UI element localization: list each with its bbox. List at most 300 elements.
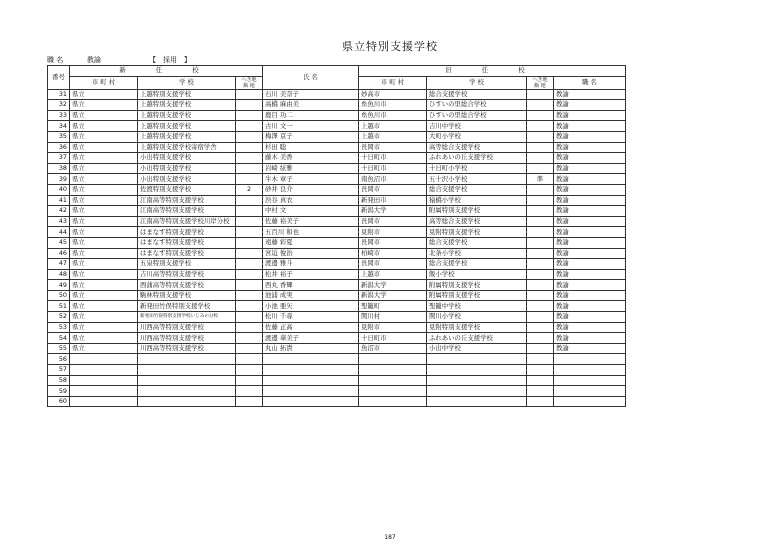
old-school: ひすいの里総合学校 [427,100,527,111]
row-number: 55 [48,343,70,354]
old-school [427,375,527,386]
new-city: 県立 [70,322,138,333]
old-school: 附属特別支援学校 [427,206,527,217]
meta-line [47,55,191,65]
old-city: 長岡市 [359,184,427,195]
old-remote-grade [527,396,554,407]
old-remote-grade [527,142,554,153]
person-name: 古川 文一 [263,121,359,132]
person-name: 佐藤 正高 [263,322,359,333]
person-name [263,375,359,386]
header-job-title: 職 名 [554,76,626,89]
table-row [48,89,626,100]
table-header [48,66,626,90]
new-city: 県立 [70,301,138,312]
table-row [48,259,626,270]
table-row [48,280,626,291]
job-title: 教諭 [554,237,626,248]
new-city: 県立 [70,100,138,111]
new-school: 上越特別支援学校 [138,121,236,132]
meta-position: 教諭 [87,56,101,64]
new-remote-grade [236,396,263,407]
page-title: 県立特別支援学校 [342,40,438,53]
old-city: 新潟大学 [359,290,427,301]
table-body [48,89,626,407]
old-remote-grade [527,333,554,344]
person-name [263,354,359,365]
new-remote-grade [236,163,263,174]
person-name: 小池 亜矢 [263,301,359,312]
job-title: 教諭 [554,184,626,195]
new-remote-grade [236,375,263,386]
new-remote-grade [236,280,263,291]
new-city: 県立 [70,248,138,259]
header-old-remote: へき地 級 地 [527,76,554,89]
new-school [138,375,236,386]
old-remote-grade [527,290,554,301]
header-number: 番号 [48,66,70,90]
row-number: 34 [48,121,70,132]
new-school: 駒林特別支援学校 [138,290,236,301]
person-name: 宮迫 俊治 [263,248,359,259]
row-number: 44 [48,227,70,238]
old-school: 関川小学校 [427,312,527,323]
person-name: 岩崎 絃雅 [263,163,359,174]
old-city: 長岡市 [359,216,427,227]
old-remote-grade [527,386,554,397]
job-title [554,386,626,397]
person-name: 遠藤 彩夏 [263,237,359,248]
meta-status: 【 採用 】 [149,56,191,64]
new-school: 五泉特別支援学校 [138,259,236,270]
new-city: 県立 [70,89,138,100]
job-title: 教諭 [554,259,626,270]
table-row [48,312,626,323]
old-city: 見附市 [359,322,427,333]
row-number: 48 [48,269,70,280]
old-remote-grade [527,121,554,132]
new-city: 県立 [70,131,138,142]
new-city: 県立 [70,163,138,174]
new-city: 県立 [70,174,138,185]
new-school: 川西高等特別支援学校 [138,322,236,333]
new-city [70,365,138,376]
new-remote-grade [236,343,263,354]
new-city: 県立 [70,259,138,270]
old-remote-grade [527,375,554,386]
old-school: 見附特別支援学校 [427,322,527,333]
old-city: 上越市 [359,269,427,280]
row-number: 45 [48,237,70,248]
header-new-city: 市 町 村 [70,76,138,89]
new-city [70,354,138,365]
new-school: 江南高等特別支援学校 [138,206,236,217]
new-remote-grade [236,121,263,132]
new-remote-grade [236,248,263,259]
new-school: 上越特別支援学校 [138,100,236,111]
new-city: 県立 [70,206,138,217]
row-number: 38 [48,163,70,174]
new-school: 新発田竹俣特別支援学校いじみの分校 [138,312,236,323]
new-school: 上越特別支援学校 [138,89,236,100]
new-city: 県立 [70,333,138,344]
new-remote-grade: 2 [236,184,263,195]
header-name: 氏 名 [263,66,359,90]
job-title: 教諭 [554,216,626,227]
old-city: 糸魚川市 [359,110,427,121]
table-row [48,237,626,248]
new-remote-grade [236,110,263,121]
old-remote-grade [527,89,554,100]
old-remote-grade [527,280,554,291]
person-name: 渡邊 雅斗 [263,259,359,270]
old-city: 新潟大学 [359,206,427,217]
new-remote-grade [236,206,263,217]
old-city: 十日町市 [359,153,427,164]
new-city: 県立 [70,110,138,121]
old-school: 総合支援学校 [427,184,527,195]
old-remote-grade [527,131,554,142]
new-remote-grade [236,174,263,185]
meta-label: 職 名 [47,56,64,64]
new-school: 江南高等特別支援学校 [138,195,236,206]
job-title: 教諭 [554,290,626,301]
person-name: 牛木 章子 [263,174,359,185]
job-title: 教諭 [554,301,626,312]
new-remote-grade [236,269,263,280]
new-remote-grade [236,312,263,323]
new-city: 県立 [70,343,138,354]
new-city: 県立 [70,184,138,195]
new-school: はまなす特別支援学校 [138,248,236,259]
new-city [70,386,138,397]
job-title: 教諭 [554,100,626,111]
old-school: ふれあいの丘支援学校 [427,153,527,164]
new-city: 県立 [70,227,138,238]
old-school: 小出中学校 [427,343,527,354]
new-school: 佐渡特別支援学校 [138,184,236,195]
old-city: 新発田市 [359,195,427,206]
person-name [263,396,359,407]
old-remote-grade [527,153,554,164]
job-title: 教諭 [554,121,626,132]
new-city: 県立 [70,142,138,153]
old-remote-grade [527,163,554,174]
new-city: 県立 [70,237,138,248]
row-number: 60 [48,396,70,407]
new-school: 川西高等特別支援学校 [138,333,236,344]
old-remote-grade [527,301,554,312]
old-school: 北条小学校 [427,248,527,259]
person-name: 佐藤 裕美子 [263,216,359,227]
table-row [48,121,626,132]
old-city: 見附市 [359,227,427,238]
table-row [48,216,626,227]
old-school: 五十沢小学校 [427,174,527,185]
row-number: 53 [48,322,70,333]
new-school [138,386,236,397]
person-name: 池浦 成実 [263,290,359,301]
personnel-table [47,65,626,407]
old-city: 柏崎市 [359,248,427,259]
old-remote-grade [527,206,554,217]
old-remote-grade: 準 [527,174,554,185]
job-title: 教諭 [554,142,626,153]
old-school: ひすいの里総合学校 [427,110,527,121]
old-city: 十日町市 [359,163,427,174]
old-remote-grade [527,354,554,365]
old-school [427,354,527,365]
new-remote-grade [236,237,263,248]
new-remote-grade [236,227,263,238]
old-remote-grade [527,259,554,270]
row-number: 33 [48,110,70,121]
new-city: 県立 [70,195,138,206]
new-school: 吉川高等特別支援学校 [138,269,236,280]
old-remote-grade [527,216,554,227]
new-school: はまなす特別支援学校 [138,237,236,248]
job-title: 教諭 [554,110,626,121]
old-city: 上越市 [359,131,427,142]
job-title: 教諭 [554,163,626,174]
old-school [427,365,527,376]
table-row [48,206,626,217]
job-title: 教諭 [554,153,626,164]
table-row [48,386,626,397]
new-school: 小出特別支援学校 [138,163,236,174]
new-city: 県立 [70,153,138,164]
old-school: 聖籠中学校 [427,301,527,312]
old-school: 飯小学校 [427,269,527,280]
table-row [48,375,626,386]
old-school: 総合支援学校 [427,89,527,100]
old-city [359,386,427,397]
old-remote-grade [527,195,554,206]
new-remote-grade [236,333,263,344]
person-name: 西丸 香輝 [263,280,359,291]
new-school: 上越特別支援学校寄宿学舎 [138,142,236,153]
table-row [48,163,626,174]
old-school: 見附特別支援学校 [427,227,527,238]
person-name: 松井 裕子 [263,269,359,280]
new-city: 県立 [70,280,138,291]
new-city: 県立 [70,269,138,280]
old-school [427,396,527,407]
row-number: 50 [48,290,70,301]
old-city [359,375,427,386]
row-number: 56 [48,354,70,365]
new-city: 県立 [70,216,138,227]
old-city: 長岡市 [359,259,427,270]
table-row [48,396,626,407]
new-remote-grade [236,216,263,227]
table-row [48,184,626,195]
header-old-city: 市 町 村 [359,76,427,89]
new-remote-grade [236,322,263,333]
person-name: 鹿目 功二 [263,110,359,121]
header-new-school: 学 校 [138,76,236,89]
old-school: 附属特別支援学校 [427,280,527,291]
job-title: 教諭 [554,333,626,344]
table-row [48,365,626,376]
new-remote-grade [236,301,263,312]
new-remote-grade [236,386,263,397]
old-remote-grade [527,184,554,195]
job-title [554,396,626,407]
row-number: 49 [48,280,70,291]
table-row [48,333,626,344]
old-remote-grade [527,343,554,354]
new-city [70,375,138,386]
old-remote-grade [527,269,554,280]
new-school: 西蒲高等特別支援学校 [138,280,236,291]
old-city: 十日町市 [359,333,427,344]
old-remote-grade [527,100,554,111]
new-remote-grade [236,259,263,270]
new-remote-grade [236,365,263,376]
old-school: ふれあいの丘支援学校 [427,333,527,344]
new-school: はまなす特別支援学校 [138,227,236,238]
table-row [48,195,626,206]
row-number: 52 [48,312,70,323]
job-title: 教諭 [554,280,626,291]
job-title: 教諭 [554,174,626,185]
row-number: 47 [48,259,70,270]
row-number: 43 [48,216,70,227]
old-school: 総合支援学校 [427,237,527,248]
person-name: 渋谷 真衣 [263,195,359,206]
table-row [48,131,626,142]
row-number: 46 [48,248,70,259]
table-row [48,301,626,312]
person-name [263,386,359,397]
header-new-remote: へき地 級 地 [236,76,263,89]
row-number: 31 [48,89,70,100]
person-name: 高橋 麻由美 [263,100,359,111]
new-school: 川西高等特別支援学校 [138,343,236,354]
new-city: 県立 [70,290,138,301]
new-remote-grade [236,290,263,301]
row-number: 40 [48,184,70,195]
new-school [138,396,236,407]
new-city: 県立 [70,121,138,132]
old-remote-grade [527,227,554,238]
person-name: 五百川 和也 [263,227,359,238]
new-school: 江南高等特別支援学校川岸分校 [138,216,236,227]
old-city: 糸魚川市 [359,100,427,111]
person-name: 中村 文 [263,206,359,217]
person-name: 杉田 聡 [263,142,359,153]
table-row [48,174,626,185]
header-old-school: 学 校 [427,76,527,89]
old-city: 南魚沼市 [359,174,427,185]
table-row [48,142,626,153]
new-city: 県立 [70,312,138,323]
row-number: 59 [48,386,70,397]
table-row [48,290,626,301]
old-city: 新潟大学 [359,280,427,291]
row-number: 32 [48,100,70,111]
row-number: 57 [48,365,70,376]
page-number: 187 [384,534,396,541]
job-title: 教諭 [554,322,626,333]
job-title: 教諭 [554,206,626,217]
new-city [70,396,138,407]
table-row [48,322,626,333]
new-remote-grade [236,100,263,111]
old-city [359,396,427,407]
new-remote-grade [236,142,263,153]
row-number: 39 [48,174,70,185]
old-school: 猿橋小学校 [427,195,527,206]
table-row [48,354,626,365]
row-number: 41 [48,195,70,206]
new-school: 上越特別支援学校 [138,110,236,121]
old-city: 長岡市 [359,142,427,153]
person-name: 藤木 美香 [263,153,359,164]
old-city: 長岡市 [359,237,427,248]
old-remote-grade [527,248,554,259]
new-remote-grade [236,89,263,100]
row-number: 35 [48,131,70,142]
person-name: 砂井 良介 [263,184,359,195]
table-row [48,248,626,259]
person-name: 石川 美奈子 [263,89,359,100]
row-number: 54 [48,333,70,344]
new-remote-grade [236,131,263,142]
new-school [138,354,236,365]
job-title: 教諭 [554,131,626,142]
person-name [263,365,359,376]
old-school: 高等総合支援学校 [427,216,527,227]
new-school: 上越特別支援学校 [138,131,236,142]
old-school: 十日町小学校 [427,163,527,174]
job-title [554,354,626,365]
row-number: 42 [48,206,70,217]
old-school: 附属特別支援学校 [427,290,527,301]
old-school: 総合支援学校 [427,259,527,270]
old-remote-grade [527,312,554,323]
table-row [48,269,626,280]
old-city: 魚沼市 [359,343,427,354]
new-school [138,365,236,376]
old-school: 吉川中学校 [427,121,527,132]
old-city [359,365,427,376]
table-row [48,110,626,121]
old-city [359,354,427,365]
person-name: 丸山 拓貴 [263,343,359,354]
person-name: 松川 千尋 [263,312,359,323]
row-number: 58 [48,375,70,386]
old-city: 関川村 [359,312,427,323]
table-row [48,153,626,164]
job-title: 教諭 [554,89,626,100]
old-school: 高等総合支援学校 [427,142,527,153]
job-title: 教諭 [554,343,626,354]
new-school: 小出特別支援学校 [138,153,236,164]
row-number: 36 [48,142,70,153]
person-name: 梅澤 京子 [263,131,359,142]
header-new-post: 新 任 校 [70,66,263,77]
old-city: 妙高市 [359,89,427,100]
job-title: 教諭 [554,269,626,280]
old-remote-grade [527,237,554,248]
header-old-post: 旧 任 校 [359,66,626,77]
table-row [48,343,626,354]
old-school: 大町小学校 [427,131,527,142]
person-name: 渡邊 華美子 [263,333,359,344]
table-row [48,227,626,238]
